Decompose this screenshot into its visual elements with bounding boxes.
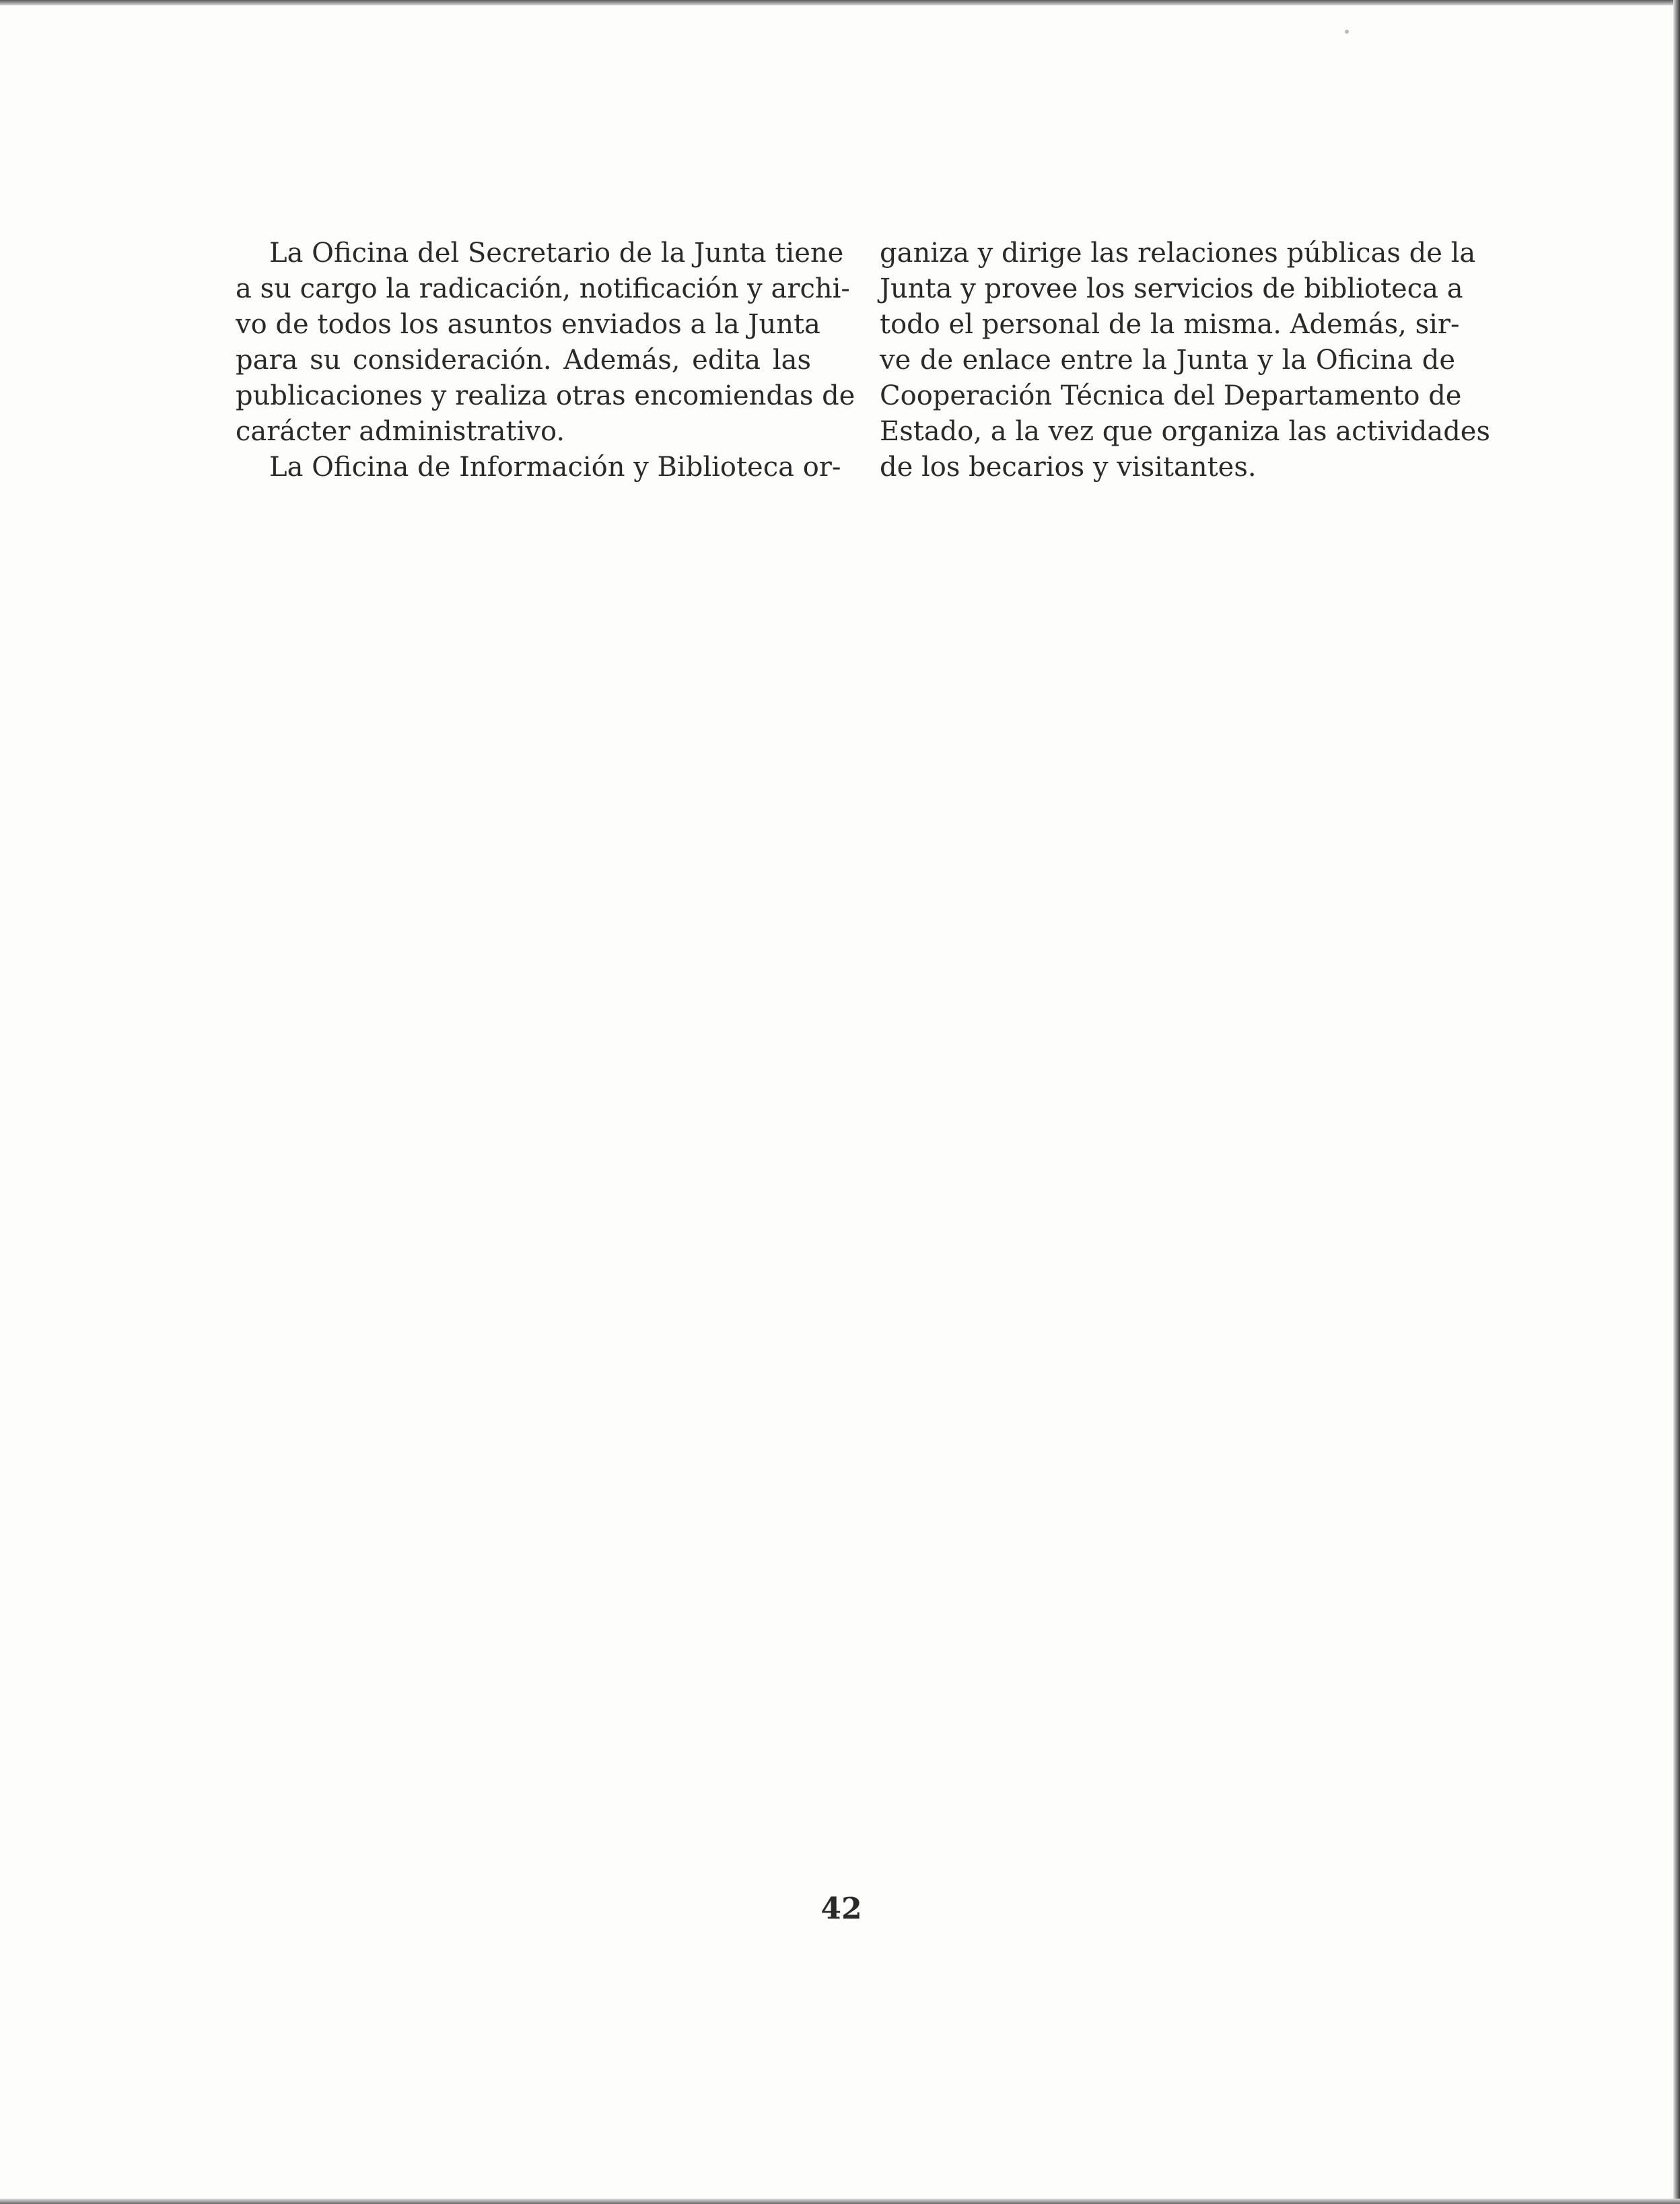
text-line: publicaciones y realiza otras encomiendas de [236, 380, 855, 411]
text-line: de los becarios y visitantes. [880, 452, 1257, 483]
text-line: Cooperación Técnica del Departamento de [880, 380, 1462, 411]
text-line: vo de todos los asuntos enviados a la Junta [236, 309, 820, 340]
text-line: Estado, a la vez que organiza las actividades [880, 416, 1490, 447]
text-line: Junta y provee los servicios de biblioteca a [880, 273, 1463, 304]
scan-edge-top [0, 0, 1680, 5]
scan-edge-right [1673, 0, 1680, 2204]
dust-speck [1345, 30, 1349, 34]
text-line: todo el personal de la misma. Además, sir- [880, 309, 1460, 340]
text-line: ve de enlace entre la Junta y la Oficina de [880, 345, 1455, 376]
right-column [880, 236, 1490, 485]
text-line: carácter administrativo. [236, 416, 565, 447]
left-column [236, 236, 855, 485]
text-line: a su cargo la radicación, notificación y archi- [236, 273, 850, 304]
page-number: 42 [820, 1892, 862, 1926]
text-line: ganiza y dirige las relaciones públicas de la [880, 238, 1476, 269]
text-line: La Oficina del Secretario de la Junta tiene [269, 238, 844, 269]
scan-edge-bottom [0, 2199, 1680, 2204]
text-line: para su consideración. Además, edita las [236, 345, 811, 376]
text-line: La Oficina de Información y Biblioteca or- [269, 452, 841, 483]
